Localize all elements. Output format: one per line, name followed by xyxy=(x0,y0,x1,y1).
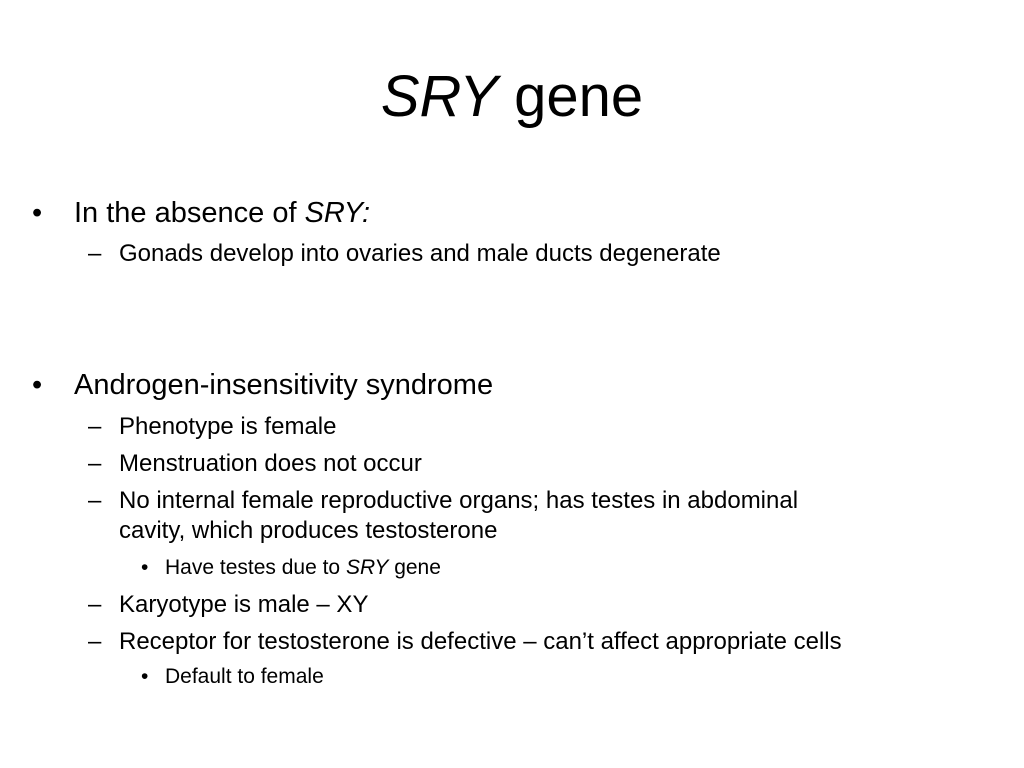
dash-marker: – xyxy=(88,413,102,440)
bullet-text-plain: In the absence of xyxy=(74,197,305,229)
title-italic: SRY xyxy=(380,64,498,129)
subsubitem-text-pre: Have testes due to xyxy=(165,556,346,579)
bullet-text xyxy=(74,196,370,230)
bullet-marker: • xyxy=(32,369,43,401)
subitem-text: Gonads develop into ovaries and male ducts degenerate xyxy=(119,240,721,267)
subitem-text: Receptor for testosterone is defective – can’t affect appropriate cells xyxy=(119,628,842,655)
title-rest: gene xyxy=(497,64,644,129)
subsubitem-text: Default to female xyxy=(165,665,324,688)
subsubitem-text-italic: SRY xyxy=(345,556,389,579)
bullet-text: Androgen-insensitivity syndrome xyxy=(74,369,494,401)
subitem-text-line2: cavity, which produces testosterone xyxy=(119,517,498,544)
subitem-text: Phenotype is female xyxy=(119,413,337,440)
dash-marker: – xyxy=(88,487,102,514)
bullet-text-italic: SRY: xyxy=(304,197,371,229)
bullet-marker: • xyxy=(141,665,149,688)
slide-title xyxy=(0,62,1024,132)
dash-marker: – xyxy=(88,628,102,655)
subitem-text: Karyotype is male – XY xyxy=(119,591,369,618)
subsubitem-text xyxy=(165,555,441,581)
subitem-text: Menstruation does not occur xyxy=(119,450,422,477)
dash-marker: – xyxy=(88,450,102,477)
bullet-marker: • xyxy=(141,556,149,579)
bullet-marker: • xyxy=(32,197,43,229)
dash-marker: – xyxy=(88,591,102,618)
dash-marker: – xyxy=(88,240,102,267)
subsubitem-text-post: gene xyxy=(388,556,441,579)
subitem-text-line1: No internal female reproductive organs; has testes in abdominal xyxy=(119,487,799,514)
